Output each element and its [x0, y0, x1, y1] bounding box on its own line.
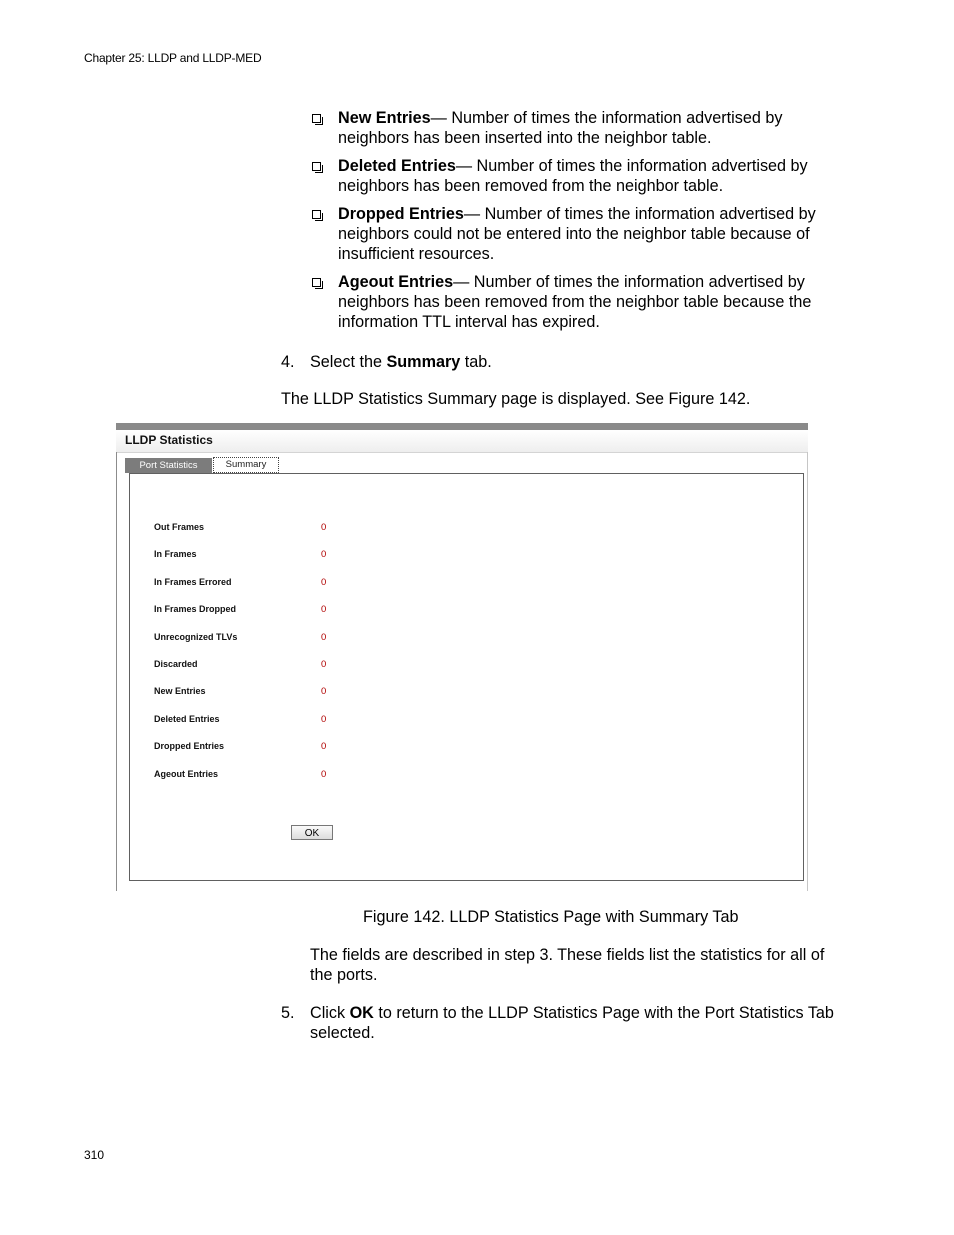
- stat-label: In Frames Errored: [154, 577, 232, 587]
- ok-button[interactable]: OK: [291, 825, 333, 840]
- list-item: [310, 272, 850, 332]
- stat-value: 0: [321, 714, 327, 725]
- field-description-list: [310, 108, 850, 340]
- stat-label: New Entries: [154, 686, 206, 696]
- stat-label: Discarded: [154, 659, 198, 669]
- stat-label: Out Frames: [154, 522, 205, 532]
- bullet-desc: — Number of times the information advertised by neighbors has been inserted into the neighbor table.: [338, 109, 783, 147]
- stat-label: Unrecognized TLVs: [154, 632, 238, 642]
- table-row: [154, 659, 354, 673]
- stat-label: In Frames: [154, 549, 197, 559]
- step-text-bold: OK: [349, 1004, 374, 1022]
- table-row: [154, 769, 354, 783]
- stat-label: Ageout Entries: [154, 769, 219, 779]
- window-left-border: [116, 452, 117, 891]
- summary-intro-paragraph: The LLDP Statistics Summary page is displayed. See Figure 142.: [281, 390, 751, 408]
- table-row: [154, 632, 354, 646]
- stat-value: 0: [321, 686, 327, 697]
- tab-port-statistics[interactable]: Port Statistics: [125, 458, 212, 473]
- stat-value: 0: [321, 769, 327, 780]
- chapter-header: Chapter 25: LLDP and LLDP-MED: [84, 51, 262, 65]
- table-row: [154, 577, 354, 591]
- step-text-post: to return to the LLDP Statistics Page with the Port Statistics Tab selected.: [310, 1004, 834, 1042]
- tab-summary[interactable]: Summary: [213, 457, 279, 473]
- stat-value: 0: [321, 659, 327, 670]
- step-text-pre: Click: [310, 1004, 350, 1022]
- figure-caption: Figure 142. LLDP Statistics Page with Summary Tab: [363, 908, 739, 926]
- stat-value: 0: [321, 577, 327, 588]
- stat-value: 0: [321, 604, 327, 615]
- checkbox-bullet-icon: [312, 162, 321, 171]
- step-text: [310, 352, 840, 372]
- step-text-bold: Summary: [386, 353, 461, 371]
- page-number: 310: [84, 1148, 105, 1162]
- list-item: [310, 108, 850, 148]
- bullet-desc: — Number of times the information advertised by neighbors could not be entered into the neighbor table because of insufficient resources.: [338, 205, 816, 263]
- step-text-post: tab.: [460, 353, 492, 371]
- table-row: [154, 686, 354, 700]
- table-row: [154, 604, 354, 618]
- stat-label: In Frames Dropped: [154, 604, 237, 614]
- stat-value: 0: [321, 522, 327, 533]
- stat-label: Deleted Entries: [154, 714, 220, 724]
- window-right-border: [807, 452, 808, 891]
- summary-panel: [129, 473, 804, 881]
- stat-value: 0: [321, 741, 327, 752]
- checkbox-bullet-icon: [312, 278, 321, 287]
- window-title-bar: [116, 430, 808, 453]
- checkbox-bullet-icon: [312, 114, 321, 123]
- lldp-statistics-screenshot: [116, 423, 808, 891]
- bullet-desc: — Number of times the information advertised by neighbors has been removed from the neighbor table because the information TTL interval has expired.: [338, 273, 812, 331]
- stat-value: 0: [321, 549, 327, 560]
- list-item: [310, 156, 850, 196]
- fields-paragraph: The fields are described in step 3. These fields list the statistics for all of the ports.: [310, 946, 825, 984]
- step-number: 4.: [281, 353, 295, 371]
- checkbox-bullet-icon: [312, 210, 321, 219]
- bullet-desc: — Number of times the information advertised by neighbors has been removed from the neighbor table.: [338, 157, 808, 195]
- step-number: 5.: [281, 1004, 295, 1022]
- table-row: [154, 714, 354, 728]
- window-top-bar: [116, 423, 808, 430]
- bullet-term: New Entries: [338, 109, 431, 127]
- bullet-term: Ageout Entries: [338, 273, 454, 291]
- list-item: [310, 204, 850, 264]
- stat-label: Dropped Entries: [154, 741, 225, 751]
- table-row: [154, 741, 354, 755]
- step-text-pre: Select the: [310, 353, 387, 371]
- step-text: [310, 1003, 840, 1043]
- window-title: LLDP Statistics: [125, 433, 213, 447]
- table-row: [154, 522, 354, 536]
- stat-value: 0: [321, 632, 327, 643]
- table-row: [154, 549, 354, 563]
- bullet-term: Dropped Entries: [338, 205, 464, 223]
- bullet-term: Deleted Entries: [338, 157, 456, 175]
